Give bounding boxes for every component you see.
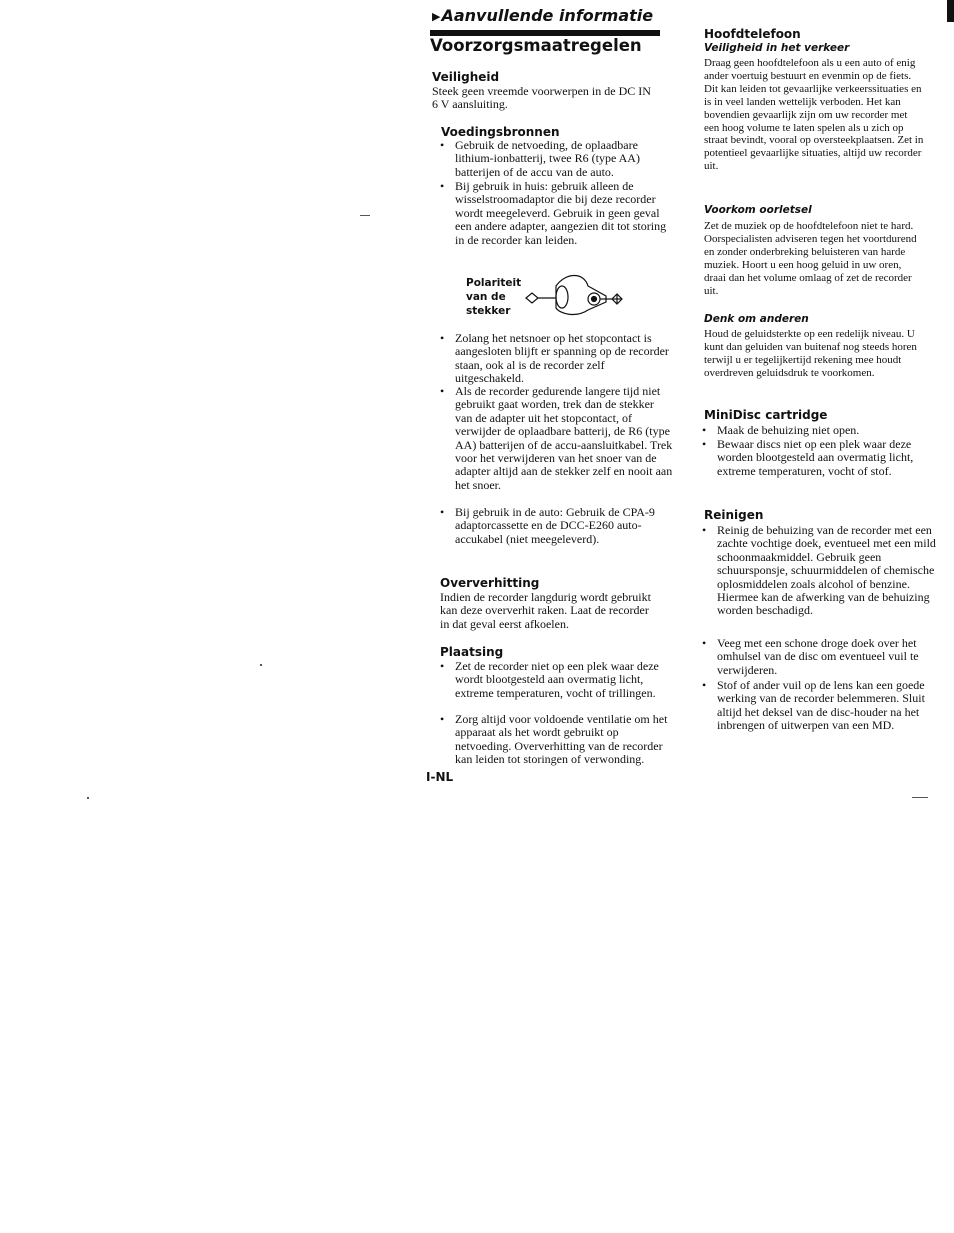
list-item: • Stof of ander vuil op de lens kan een goede werking van de recorder belemmeren. Sluit altijd het deksel van de disc-houder na het inbrengen of uitwerpen van een MD. [702, 679, 937, 733]
sub-heading-oorletsel: Voorkom oorletsel [704, 204, 812, 216]
heading-voedingsbronnen: Voedingsbronnen [441, 125, 560, 139]
sub-heading-verkeer: Veiligheid in het verkeer [704, 42, 850, 54]
sub-heading-anderen: Denk om anderen [704, 313, 809, 325]
triangle-icon: ▶ [432, 10, 441, 23]
verkeer-text: Draag geen hoofdtelefoon als u een auto of enig ander voertuig bestuurt en evenmin op de fiets. Dit kan leiden tot gevaarlijke verkeerssituaties en is in veel landen wettelijk verboden. Het kan bovendien gevaarlijk zijn om uw recorder met een hoog volume te laten spelen als u zich op straat bevindt, vooral op oversteekplaatsen. Zet in potentieel gevaarlijke situaties, altijd uw recorder uit. [704, 57, 924, 173]
list-item: • Zolang het netsnoer op het stopcontact is aangesloten blijft er spanning op de recorder staan, ook al is de recorder zelf uitgeschakeld. [440, 332, 673, 386]
page-title: Voorzorgsmaatregelen [430, 36, 642, 55]
plug-polarity-icon [466, 268, 636, 320]
scan-speck [260, 664, 262, 666]
anderen-text: Houd de geluidsterkte op een redelijk niveau. U kunt dan geluiden van buitenaf nog steeds horen terwijl u er tegelijkertijd rekening mee houdt overdreven geluidsdruk te voorkomen. [704, 328, 917, 379]
oververhitting-text: Indien de recorder langdurig wordt gebruikt kan deze oververhit raken. Laat de recorder in dat geval eerst afkoelen. [440, 590, 651, 631]
figure-label: Polariteit van de stekker [466, 277, 522, 317]
heading-hoofdtelefoon: Hoofdtelefoon [704, 27, 801, 41]
heading-plaatsing: Plaatsing [440, 645, 504, 659]
list-item: • Reinig de behuizing van de recorder met een zachte vochtige doek, eventueel met een mild schoonmaakmiddel. Gebruik geen schuursponsje, schuurmiddelen of chemische oplosmiddelen zoals alcohol of benzine. Hiermee kan de afwerking van de behuizing worden beschadigd. [702, 524, 937, 618]
scan-speck [360, 215, 370, 216]
list-item: • Maak de behuizing niet open. [702, 424, 937, 437]
section-tag [432, 6, 670, 25]
list-item: • Veeg met een schone droge doek over het omhulsel van de disc om eventueel vuil te verwijderen. [702, 637, 937, 677]
section-tag-label: Aanvullende informatie [441, 6, 654, 25]
page-number: I-NL [426, 770, 454, 784]
scan-speck [87, 797, 89, 799]
list-item: • Zet de recorder niet op een plek waar deze wordt blootgesteld aan overmatig licht, extreme temperaturen, vocht of trillingen. [440, 660, 673, 700]
heading-reinigen: Reinigen [704, 508, 764, 522]
scan-speck [912, 797, 928, 798]
veiligheid-text: Steek geen vreemde voorwerpen in de DC IN 6 V aansluiting. [432, 84, 651, 112]
heading-minidisc: MiniDisc cartridge [704, 408, 828, 422]
list-item: • Bij gebruik in de auto: Gebruik de CPA-9 adaptorcassette en de DCC-E260 auto-accukabel (niet meegeleverd). [440, 506, 665, 546]
heading-oververhitting: Oververhitting [440, 576, 540, 590]
list-item: • Als de recorder gedurende langere tijd niet gebruikt gaat worden, trek dan de stekker van de adapter uit het stopcontact, of verwijder de oplaadbare batterij, de R6 (type AA) batterijen of de accu-aansluitkabel. Trek voor het verwijderen van het snoer van de adapter altijd aan de stekker zelf en nooit aan het snoer. [440, 385, 673, 492]
heading-veiligheid: Veiligheid [432, 70, 500, 84]
list-item: • Bij gebruik in huis: gebruik alleen de wisselstroomadaptor die bij deze recorder wordt meegeleverd. Gebruik in geen geval een andere adapter, aangezien dit tot storing in de recorder kan leiden. [440, 180, 673, 247]
list-item: • Bewaar discs niet op een plek waar deze worden blootgesteld aan overmatig licht, extreme temperaturen, vocht of stof. [702, 438, 937, 478]
list-item: • Gebruik de netvoeding, de oplaadbare lithium-ionbatterij, twee R6 (type AA) batterijen of de accu van de auto. [440, 139, 673, 179]
oorletsel-text: Zet de muziek op de hoofdtelefoon niet te hard. Oorspecialisten adviseren tegen het voortdurend en zonder onderbreking beluisteren van harde muziek. Hoort u een hoog geluid in uw oren, draai dan het volume omlaag of zet de recorder uit. [704, 220, 917, 297]
list-item: • Zorg altijd voor voldoende ventilatie om het apparaat als het wordt gebruikt op netvoeding. Oververhitting van de recorder kan leiden tot storingen of verwonding. [440, 713, 673, 767]
page-edge-mark [947, 0, 954, 22]
